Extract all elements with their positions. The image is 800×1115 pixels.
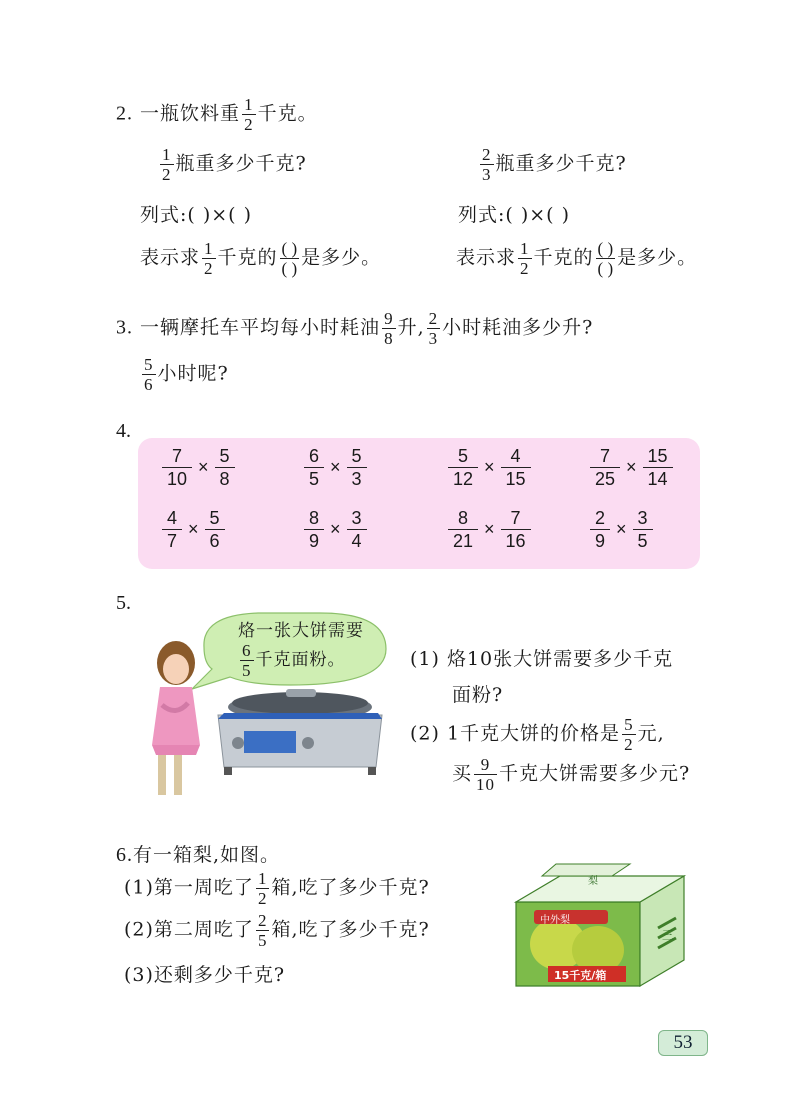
pear-box-label: 15千克/箱 [554,969,607,982]
q4-exercise-2-4: $\frac{2}{9}$ × $\frac{3}{5}$ [588,508,655,551]
q2-left-explanation: 表示求 $\frac{1}{2}$ 千克的 $\frac{( )}{( )}$ 是多少。 [140,239,382,278]
q4-exercise-1-1: $\frac{7}{10}$ × $\frac{5}{8}$ [160,446,237,489]
q6-number: 6. [116,844,133,866]
q3-followup: $\frac{5}{6}$ 小时呢? [144,355,229,394]
q2-number: 2. [116,102,133,125]
q2-right-blank-fraction[interactable]: $\frac{( )}{( )}$ [597,239,614,278]
q2-stem-fraction: $\frac{1}{2}$ [244,95,254,134]
q5-sub1-cont: 面粉? [452,684,504,706]
page-number: 53 [658,1030,708,1056]
griddle-machine-icon [218,689,382,775]
q6-sub3: (3)还剩多少千克? [124,964,286,986]
q4-exercise-1-3: $\frac{5}{12}$ × $\frac{4}{15}$ [446,446,533,489]
q6-stem: 6.有一箱梨,如图。 [116,844,281,866]
q5-sub2-cont: 买 $\frac{9}{10}$ 千克大饼需要多少元? [452,755,691,794]
q5-bubble-line1: 烙一张大饼需要 [238,621,364,641]
pear-box-side-text: 三 [662,928,675,942]
woman-icon [152,641,200,795]
q6-sub1: (1)第一周吃了 $\frac{1}{2}$ 箱,吃了多少千克? [124,869,430,908]
q4-exercise-2-1: $\frac{4}{7}$ × $\frac{5}{6}$ [160,508,227,551]
q2-right-formula[interactable]: 列式:( )×( ) [458,204,571,226]
q2-left-blank-fraction[interactable]: $\frac{( )}{( )}$ [281,239,298,278]
q2-stem: 2. 一瓶饮料重 $\frac{1}{2}$ 千克。 [116,95,318,134]
q2-right-question: $\frac{2}{3}$ 瓶重多少千克? [482,145,627,184]
q4-exercise-2-3: $\frac{8}{21}$ × $\frac{7}{16}$ [446,508,533,551]
q2-right-explanation: 表示求 $\frac{1}{2}$ 千克的 $\frac{( )}{( )}$ 是多少。 [456,239,698,278]
q5-bubble-line2: $\frac{6}{5}$ 千克面粉。 [242,641,346,680]
q4-exercise-1-4: $\frac{7}{25}$ × $\frac{15}{14}$ [588,446,675,489]
q4-exercise-2-2: $\frac{8}{9}$ × $\frac{3}{4}$ [302,508,369,551]
q6-sub2: (2)第二周吃了 $\frac{2}{5}$ 箱,吃了多少千克? [124,911,430,950]
pear-box-top-text: 梨 [588,876,598,887]
q4-number: 4. [116,420,131,442]
pear-box-brand: 中外梨 [540,915,570,926]
q2-left-formula[interactable]: 列式:( )×( ) [140,204,253,226]
q3-stem: 3. 一辆摩托车平均每小时耗油 $\frac{9}{8}$ 升, $\frac{2}{3}$ 小时耗油多少升? [116,309,594,348]
q2-left-question: $\frac{1}{2}$ 瓶重多少千克? [162,145,307,184]
q5-number: 5. [116,592,131,614]
q5-sub1: (1) 烙10张大饼需要多少千克 [410,648,674,670]
q3-number: 3. [116,316,133,339]
q5-sub2: (2) 1千克大饼的价格是 $\frac{5}{2}$ 元, [410,715,665,754]
q4-exercise-1-2: $\frac{6}{5}$ × $\frac{5}{3}$ [302,446,369,489]
